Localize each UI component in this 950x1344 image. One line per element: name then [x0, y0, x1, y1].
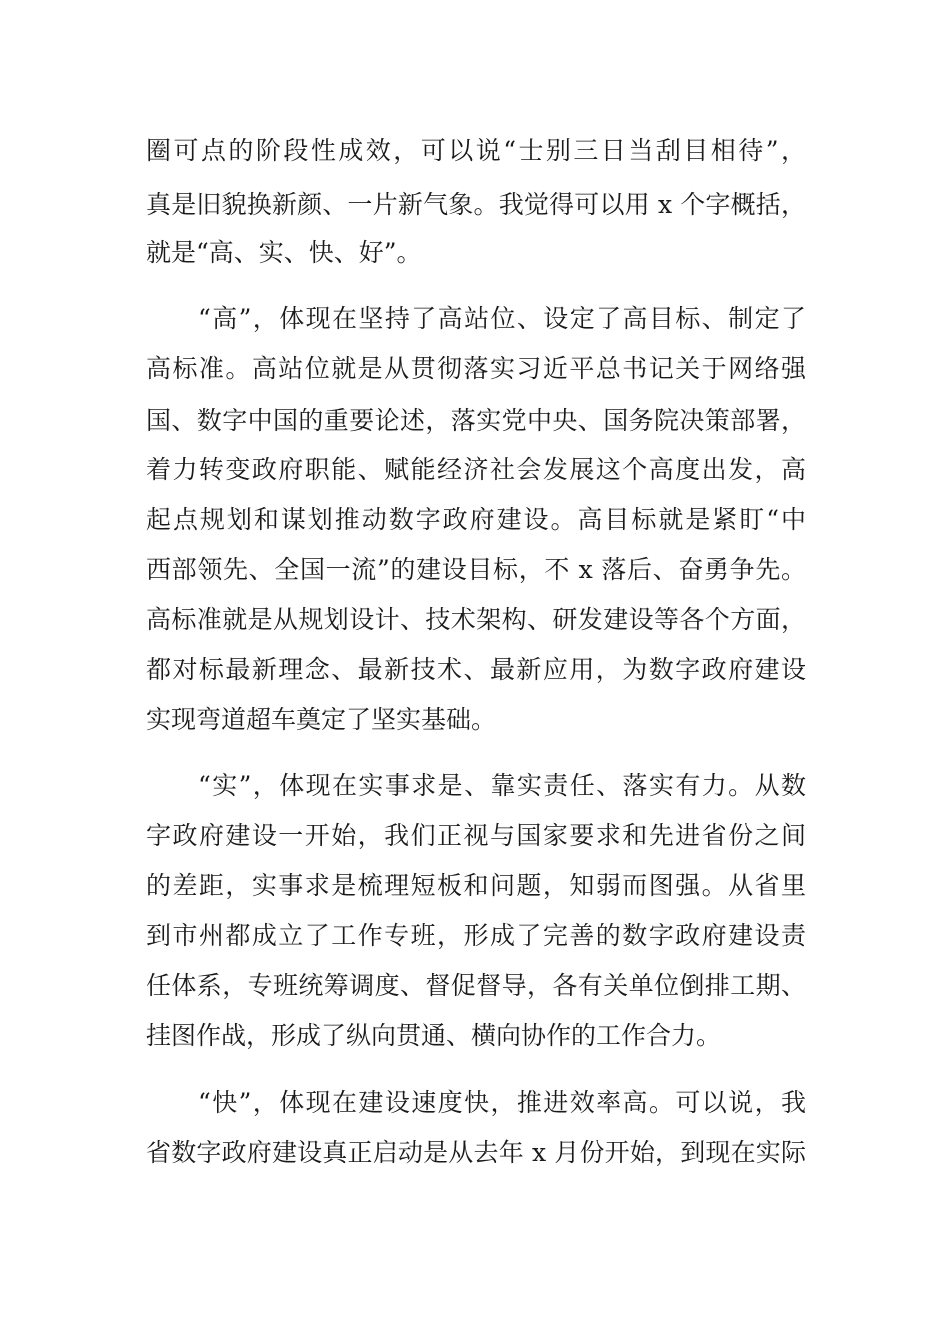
paragraph-3-line-4: 到市州都成立了工作专班，形成了完善的数字政府建设责 [146, 921, 806, 950]
paragraph-2-line-5: 起点规划和谋划推动数字政府建设。高目标就是紧盯“中 [146, 505, 806, 534]
paragraph-2-line-7: 高标准就是从规划设计、技术架构、研发建设等各个方面， [146, 605, 806, 634]
paragraph-3-line-5: 任体系，专班统筹调度、督促督导，各有关单位倒排工期、 [146, 971, 806, 1000]
paragraph-2-line-9: 实现弯道超车奠定了坚实基础。 [146, 705, 497, 734]
paragraph-2-line-4: 着力转变政府职能、赋能经济社会发展这个高度出发，高 [146, 455, 806, 484]
paragraph-1-line-3: 就是“高、实、快、好”。 [146, 238, 422, 267]
paragraph-3-line-6: 挂图作战，形成了纵向贯通、横向协作的工作合力。 [146, 1021, 722, 1050]
paragraph-3-line-2: 字政府建设一开始，我们正视与国家要求和先进省份之间 [146, 821, 806, 850]
paragraph-2-line-8: 都对标最新理念、最新技术、最新应用，为数字政府建设 [146, 655, 806, 684]
paragraph-3-line-3: 的差距，实事求是梳理短板和问题，知弱而图强。从省里 [146, 871, 806, 900]
paragraph-2-line-2: 高标准。高站位就是从贯彻落实习近平总书记关于网络强 [146, 354, 806, 383]
paragraph-3-line-1: “实”，体现在实事求是、靠实责任、落实有力。从数 [198, 771, 806, 800]
paragraph-1-line-1: 圈可点的阶段性成效，可以说“士别三日当刮目相待”， [146, 136, 806, 165]
paragraph-2-line-6: 西部领先、全国一流”的建设目标，不 x 落后、奋勇争先。 [146, 555, 806, 584]
paragraph-2-line-1: “高”，体现在坚持了高站位、设定了高目标、制定了 [198, 304, 806, 333]
paragraph-4-line-2: 省数字政府建设真正启动是从去年 x 月份开始，到现在实际 [146, 1138, 806, 1167]
paragraph-2-line-3: 国、数字中国的重要论述，落实党中央、国务院决策部署， [146, 406, 806, 435]
paragraph-1-line-2: 真是旧貌换新颜、一片新气象。我觉得可以用 x 个字概括， [146, 190, 806, 219]
paragraph-4-line-1: “快”，体现在建设速度快，推进效率高。可以说，我 [198, 1088, 806, 1117]
